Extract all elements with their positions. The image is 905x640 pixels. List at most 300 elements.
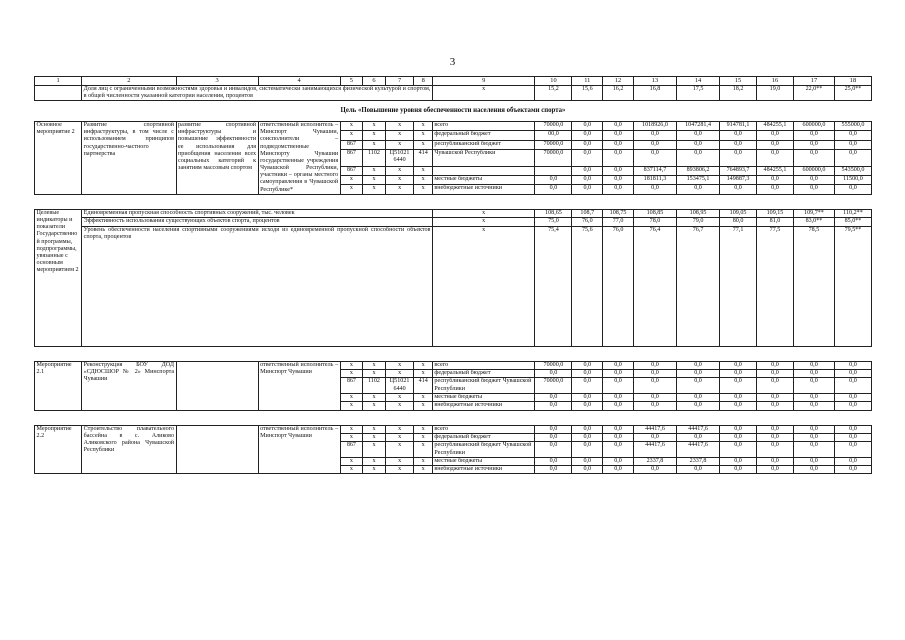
- value-cell: 0,0: [834, 402, 871, 410]
- value-cell: 0,0: [603, 176, 634, 185]
- code-cell: x: [385, 166, 414, 175]
- code-cell: x: [385, 176, 414, 185]
- code-cell: x: [414, 131, 432, 140]
- empty-cell: [82, 346, 176, 361]
- value-cell: 0,0: [720, 402, 757, 410]
- empty-cell: [720, 410, 757, 425]
- table-row: [35, 226, 872, 346]
- code-cell: x: [340, 121, 363, 130]
- code-cell: x: [340, 425, 363, 433]
- value-cell: 0,0: [572, 131, 603, 140]
- value-cell: 2337,8: [633, 457, 676, 465]
- value-cell: 0,0: [633, 140, 676, 149]
- value-cell: 79,0: [677, 218, 720, 226]
- mark-cell: x: [432, 209, 535, 217]
- value-cell: 0,0: [757, 457, 794, 465]
- empty-cell: [572, 410, 603, 425]
- value-cell: 17,5: [677, 85, 720, 100]
- empty-cell: [363, 346, 386, 361]
- code-cell: 1102: [363, 149, 386, 166]
- value-cell: 76,0: [603, 226, 634, 346]
- value-cell: 0,0: [757, 361, 794, 369]
- value-cell: 77,0: [603, 218, 634, 226]
- mark-cell: x: [432, 218, 535, 226]
- empty-cell: [82, 194, 176, 209]
- value-cell: 0,0: [677, 378, 720, 393]
- code-cell: x: [385, 185, 414, 194]
- empty-cell: [535, 194, 572, 209]
- value-cell: 0,0: [603, 402, 634, 410]
- value-cell: 76,4: [633, 226, 676, 346]
- value-cell: 0,0: [720, 369, 757, 377]
- value-cell: 70000,0: [535, 121, 572, 130]
- value-cell: 0,0: [757, 425, 794, 433]
- code-cell: Ц51021 6440: [385, 378, 414, 393]
- code-cell: x: [363, 131, 386, 140]
- value-cell: 0,0: [793, 369, 834, 377]
- value-cell: 0,0: [757, 149, 794, 166]
- code-cell: x: [340, 457, 363, 465]
- value-cell: 0,0: [793, 425, 834, 433]
- code-cell: x: [363, 176, 386, 185]
- code-cell: x: [363, 369, 386, 377]
- empty-cell: [176, 425, 258, 474]
- code-cell: x: [414, 402, 432, 410]
- event-label: Основное мероприятие 2: [35, 121, 82, 194]
- code-cell: x: [385, 457, 414, 465]
- column-header: 7: [385, 77, 414, 86]
- value-cell: 0,0: [793, 402, 834, 410]
- value-cell: 75,4: [535, 226, 572, 346]
- value-cell: 77,1: [720, 226, 757, 346]
- value-cell: 109,15: [757, 209, 794, 217]
- funding-source: всего: [432, 425, 535, 433]
- code-cell: 867: [340, 442, 363, 457]
- value-cell: 0,0: [603, 425, 634, 433]
- value-cell: 0,0: [757, 369, 794, 377]
- funding-source: [432, 166, 535, 175]
- value-cell: 0,0: [633, 149, 676, 166]
- value-cell: 70000,0: [535, 361, 572, 369]
- value-cell: 181811,3: [633, 176, 676, 185]
- value-cell: 81,0: [757, 218, 794, 226]
- code-cell: 1102: [363, 378, 386, 393]
- value-cell: 70000,0: [535, 149, 572, 166]
- column-header: 16: [757, 77, 794, 86]
- table-row: [35, 218, 872, 226]
- funding-source: всего: [432, 121, 535, 130]
- value-cell: 149887,3: [720, 176, 757, 185]
- code-cell: x: [385, 442, 414, 457]
- value-cell: 0,0: [793, 466, 834, 474]
- code-cell: x: [363, 361, 386, 369]
- value-cell: 15,6: [572, 85, 603, 100]
- value-cell: 555000,0: [834, 121, 871, 130]
- event-purpose: развитие спортивной инфраструктуры и повышение эффективности ее использования для приобщения населения всех социальных категорий к занятиям массовым спортом: [176, 121, 258, 194]
- value-cell: 0,0: [572, 442, 603, 457]
- value-cell: 0,0: [633, 185, 676, 194]
- value-cell: 0,0: [603, 121, 634, 130]
- value-cell: 153475,1: [677, 176, 720, 185]
- code-cell: x: [414, 369, 432, 377]
- value-cell: 0,0: [757, 433, 794, 441]
- empty-cell: [720, 194, 757, 209]
- value-cell: 0,0: [572, 393, 603, 401]
- funding-source: внебюджетные источники: [432, 402, 535, 410]
- code-cell: x: [363, 442, 386, 457]
- value-cell: 0,0: [633, 433, 676, 441]
- empty-cell: [603, 194, 634, 209]
- value-cell: 0,0: [633, 378, 676, 393]
- indicators-label: Целевые индикаторы и показатели Государственной программы, подпрограммы, увязанные с основным мероприятием 2: [35, 209, 82, 346]
- event-label: Мероприятие 2.1: [35, 361, 82, 410]
- column-header: 6: [363, 77, 386, 86]
- empty-cell: [414, 346, 432, 361]
- funding-source: внебюджетные источники: [432, 185, 535, 194]
- value-cell: 0,0: [603, 378, 634, 393]
- column-header: 2: [82, 77, 176, 86]
- empty-cell: [363, 410, 386, 425]
- value-cell: 0,0: [603, 166, 634, 175]
- value-cell: 0,0: [720, 378, 757, 393]
- table-row: [35, 85, 872, 100]
- value-cell: 0,0: [603, 361, 634, 369]
- column-header: 13: [633, 77, 676, 86]
- column-header: 5: [340, 77, 363, 86]
- code-cell: x: [385, 393, 414, 401]
- value-cell: 108,75: [603, 209, 634, 217]
- value-cell: 0,0: [572, 433, 603, 441]
- indicator-text: Единовременная пропускная способность спортивных сооружений, тыс. человек: [82, 209, 433, 217]
- code-cell: x: [414, 166, 432, 175]
- value-cell: 0,0: [535, 457, 572, 465]
- value-cell: 0,0: [720, 361, 757, 369]
- value-cell: 78,0: [633, 218, 676, 226]
- empty-cell: [603, 410, 634, 425]
- empty-cell: [535, 346, 572, 361]
- empty-cell: [572, 346, 603, 361]
- value-cell: 25,0**: [834, 85, 871, 100]
- code-cell: x: [363, 121, 386, 130]
- empty-cell: [176, 410, 258, 425]
- value-cell: 0,0: [677, 140, 720, 149]
- value-cell: 0,0: [603, 393, 634, 401]
- code-cell: x: [414, 361, 432, 369]
- value-cell: 0,0: [677, 369, 720, 377]
- value-cell: 75,6: [572, 226, 603, 346]
- value-cell: 0,0: [572, 457, 603, 465]
- code-cell: Ц51021 6440: [385, 149, 414, 166]
- page-number: 3: [449, 56, 456, 68]
- empty-cell: [340, 194, 363, 209]
- value-cell: 0,0: [633, 369, 676, 377]
- value-cell: 0,0: [834, 378, 871, 393]
- empty-cell: [793, 346, 834, 361]
- value-cell: 0,0: [535, 433, 572, 441]
- value-cell: 77,5: [757, 226, 794, 346]
- value-cell: 2337,8: [677, 457, 720, 465]
- value-cell: 914781,1: [720, 121, 757, 130]
- value-cell: 0,0: [757, 393, 794, 401]
- empty-cell: [834, 194, 871, 209]
- code-cell: 867: [340, 149, 363, 166]
- event-name: Развитие спортивной инфраструктуры, в том числе с использованием принципов государственно-частного партнерства: [82, 121, 176, 194]
- value-cell: 0,0: [757, 466, 794, 474]
- value-cell: 85,0**: [834, 218, 871, 226]
- value-cell: 600000,0: [793, 121, 834, 130]
- indicator-text: Доля лиц с ограниченными возможностями здоровья и инвалидов, систематически занимающихся физической культурой и спортом, в общей численности указанной категории населения, процентов: [83, 85, 431, 99]
- value-cell: 0,0: [793, 393, 834, 401]
- event-name: Строительство плавательного бассейна в с. Аликово Аликовского района Чувашской Республики: [82, 425, 176, 474]
- empty-cell: [572, 194, 603, 209]
- funding-source: федеральный бюджет: [432, 433, 535, 441]
- value-cell: 0,0: [720, 140, 757, 149]
- empty-cell: [35, 410, 82, 425]
- value-cell: 0,0: [677, 466, 720, 474]
- column-header: 1: [35, 77, 82, 86]
- value-cell: 0,0: [677, 433, 720, 441]
- mark-cell: x: [432, 226, 535, 346]
- funding-source: республиканский бюджет: [432, 140, 535, 149]
- code-cell: x: [385, 131, 414, 140]
- column-header: 9: [432, 77, 535, 86]
- value-cell: 0,0: [793, 442, 834, 457]
- value-cell: 75,0: [535, 218, 572, 226]
- empty-cell: [432, 194, 535, 209]
- value-cell: 19,0: [757, 85, 794, 100]
- value-cell: 70000,0: [535, 140, 572, 149]
- value-cell: 0,0: [633, 131, 676, 140]
- value-cell: 0,0: [793, 131, 834, 140]
- empty-cell: [793, 194, 834, 209]
- code-cell: x: [385, 121, 414, 130]
- empty-cell: [432, 346, 535, 361]
- empty-cell: [633, 410, 676, 425]
- value-cell: 0,0: [834, 442, 871, 457]
- code-cell: x: [414, 140, 432, 149]
- value-cell: 0,0: [572, 466, 603, 474]
- empty-cell: [258, 410, 340, 425]
- value-cell: 78,5: [793, 226, 834, 346]
- value-cell: 15,2: [535, 85, 572, 100]
- empty-cell: [385, 410, 414, 425]
- table-cell: [35, 85, 82, 100]
- table-row: [35, 121, 872, 130]
- value-cell: 1018926,0: [633, 121, 676, 130]
- value-cell: 0,0: [603, 457, 634, 465]
- empty-cell: [176, 361, 258, 410]
- value-cell: 764893,7: [720, 166, 757, 175]
- code-cell: 867: [340, 166, 363, 175]
- code-cell: x: [385, 466, 414, 474]
- column-header: 11: [572, 77, 603, 86]
- value-cell: 0,0: [535, 425, 572, 433]
- value-cell: 0,0: [572, 402, 603, 410]
- code-cell: x: [414, 176, 432, 185]
- value-cell: 0,0: [757, 176, 794, 185]
- code-cell: 867: [340, 140, 363, 149]
- value-cell: 0,0: [720, 185, 757, 194]
- event-executors: ответственный исполнитель – Минспорт Чувашии: [258, 425, 340, 474]
- value-cell: 108,7: [572, 209, 603, 217]
- column-header: 17: [793, 77, 834, 86]
- value-cell: 0,0: [834, 425, 871, 433]
- value-cell: 0,0: [633, 393, 676, 401]
- value-cell: 0,0: [834, 140, 871, 149]
- value-cell: 0,0: [572, 149, 603, 166]
- indicator-text: Эффективность использования существующих объектов спорта, процентов: [82, 218, 433, 226]
- column-header: 14: [677, 77, 720, 86]
- value-cell: 484255,1: [757, 121, 794, 130]
- funding-source: республиканский бюджет Чувашской Республики: [432, 378, 535, 393]
- code-cell: 414: [414, 149, 432, 166]
- funding-source: местные бюджеты: [432, 457, 535, 465]
- budget-table: [34, 76, 872, 474]
- value-cell: 108,65: [535, 209, 572, 217]
- empty-cell: [677, 410, 720, 425]
- code-cell: x: [414, 185, 432, 194]
- empty-cell: [432, 410, 535, 425]
- code-cell: x: [340, 393, 363, 401]
- value-cell: 83,0**: [793, 218, 834, 226]
- value-cell: 0,0: [677, 149, 720, 166]
- code-cell: x: [363, 433, 386, 441]
- empty-cell: [385, 194, 414, 209]
- empty-cell: [176, 194, 258, 209]
- value-cell: 0,0: [757, 140, 794, 149]
- value-cell: 837114,7: [633, 166, 676, 175]
- value-cell: 0,0: [793, 176, 834, 185]
- indicator-text: Уровень обеспеченности населения спортивными сооружениями исходя из единовременной пропускной способности объектов спорта, процентов: [82, 226, 433, 346]
- value-cell: 484255,1: [757, 166, 794, 175]
- value-cell: 0,0: [834, 433, 871, 441]
- value-cell: 0,0: [720, 457, 757, 465]
- table-row: [35, 209, 872, 217]
- value-cell: 0,0: [834, 149, 871, 166]
- code-cell: 414: [414, 378, 432, 393]
- column-header: 12: [603, 77, 634, 86]
- value-cell: 0,0: [603, 131, 634, 140]
- value-cell: 44417,6: [633, 442, 676, 457]
- value-cell: 1047281,4: [677, 121, 720, 130]
- code-cell: x: [414, 457, 432, 465]
- event-name: Реконструкция БОУ ДОД «СДЮСШОР № 2» Минспорта Чувашии: [82, 361, 176, 410]
- funding-source: местные бюджеты: [432, 393, 535, 401]
- column-header: 10: [535, 77, 572, 86]
- value-cell: 18,2: [720, 85, 757, 100]
- code-cell: x: [385, 361, 414, 369]
- value-cell: 0,0: [572, 166, 603, 175]
- empty-cell: [535, 410, 572, 425]
- value-cell: 0,0: [677, 185, 720, 194]
- code-cell: x: [414, 466, 432, 474]
- empty-cell: [677, 346, 720, 361]
- funding-source: республиканский бюджет Чувашской Республики: [432, 442, 535, 457]
- spacer-row: [35, 346, 872, 361]
- table-row: [35, 425, 872, 433]
- value-cell: 22,0**: [793, 85, 834, 100]
- header-row: [35, 77, 872, 86]
- code-cell: x: [385, 425, 414, 433]
- value-cell: 0,0: [572, 121, 603, 130]
- empty-cell: [82, 410, 176, 425]
- value-cell: 16,2: [603, 85, 634, 100]
- code-cell: x: [414, 442, 432, 457]
- value-cell: 0,0: [535, 466, 572, 474]
- value-cell: 0,0: [793, 457, 834, 465]
- empty-cell: [35, 346, 82, 361]
- code-cell: x: [414, 425, 432, 433]
- value-cell: 0,0: [603, 433, 634, 441]
- empty-cell: [258, 346, 340, 361]
- value-cell: 0,0: [834, 185, 871, 194]
- code-cell: x: [340, 185, 363, 194]
- value-cell: 0,0: [572, 176, 603, 185]
- value-cell: 0,0: [834, 393, 871, 401]
- value-cell: 108,95: [677, 209, 720, 217]
- code-cell: x: [385, 369, 414, 377]
- value-cell: 0,0: [793, 149, 834, 166]
- code-cell: x: [363, 166, 386, 175]
- value-cell: 0,0: [535, 369, 572, 377]
- value-cell: 109,05: [720, 209, 757, 217]
- value-cell: 0,0: [793, 433, 834, 441]
- value-cell: 0,0: [720, 466, 757, 474]
- funding-source: всего: [432, 361, 535, 369]
- code-cell: x: [340, 433, 363, 441]
- event-executors: ответственный исполнитель – Минспорт Чувашии, соисполнители – подведомственные Минспорту Чувашии государственные учреждения Чувашской Республики, участники – органы местного самоуправления в Чувашской Республике*: [260, 121, 339, 193]
- value-cell: 79,5**: [834, 226, 871, 346]
- goal-row: [35, 100, 872, 121]
- value-cell: 0,0: [603, 369, 634, 377]
- funding-source: федеральный бюджет: [432, 369, 535, 377]
- funding-source: местные бюджеты: [432, 176, 535, 185]
- code-cell: 867: [340, 378, 363, 393]
- code-cell: x: [363, 393, 386, 401]
- value-cell: 0,0: [677, 131, 720, 140]
- empty-cell: [677, 194, 720, 209]
- table-row: [35, 361, 872, 369]
- column-header: 18: [834, 77, 871, 86]
- empty-cell: [340, 346, 363, 361]
- value-cell: 76,7: [677, 226, 720, 346]
- code-cell: x: [340, 176, 363, 185]
- goal-title: Цель «Повышение уровня обеспеченности населения объектами спорта»: [340, 106, 566, 114]
- mark-cell: x: [432, 85, 535, 100]
- code-cell: x: [363, 402, 386, 410]
- empty-cell: [35, 194, 82, 209]
- empty-cell: [720, 346, 757, 361]
- value-cell: 109,7**: [793, 209, 834, 217]
- column-header: 15: [720, 77, 757, 86]
- value-cell: 44417,6: [633, 425, 676, 433]
- code-cell: x: [340, 369, 363, 377]
- value-cell: 0,0: [633, 402, 676, 410]
- spacer-row: [35, 410, 872, 425]
- empty-cell: [757, 346, 794, 361]
- code-cell: x: [363, 185, 386, 194]
- event-executors: ответственный исполнитель – Минспорт Чувашии: [258, 361, 340, 410]
- empty-cell: [414, 410, 432, 425]
- value-cell: 0,0: [720, 393, 757, 401]
- value-cell: 76,0: [572, 218, 603, 226]
- code-cell: x: [385, 402, 414, 410]
- empty-cell: [633, 194, 676, 209]
- value-cell: 0,0: [677, 361, 720, 369]
- value-cell: 44417,6: [677, 442, 720, 457]
- value-cell: 0,0: [834, 131, 871, 140]
- column-header: 4: [258, 77, 340, 86]
